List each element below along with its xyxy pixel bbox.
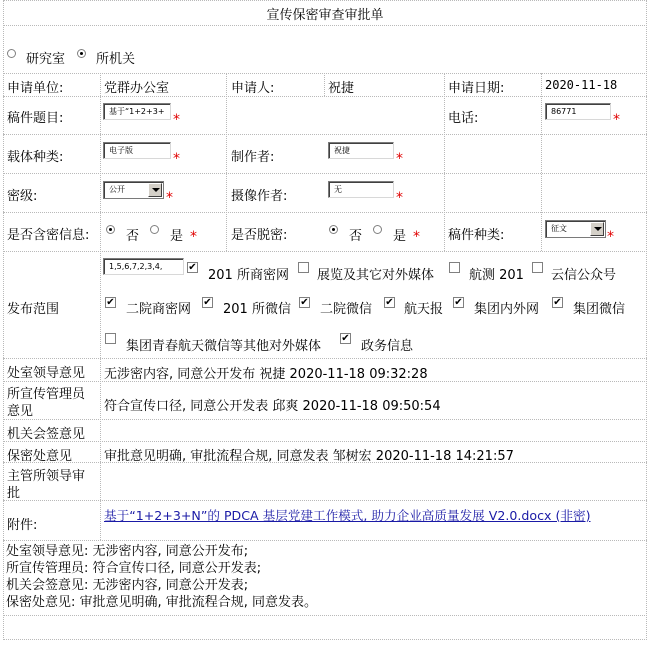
contains-secret-radio-no[interactable] (106, 225, 115, 234)
declassified-no-label: 否 (349, 229, 363, 244)
secret-level-select[interactable] (103, 181, 164, 199)
summary-line: 所宣传管理员: 符合宣传口径, 同意公开发表; (6, 561, 262, 576)
publish-scope-option-label: 政务信息 (361, 339, 414, 354)
summary-line: 处室领导意见: 无涉密内容, 同意公开发布; (6, 544, 249, 559)
grid-line (226, 73, 227, 251)
required-mark: * (396, 151, 403, 167)
summary-line: 机关会签意见: 无涉密内容, 同意公开发表; (6, 578, 249, 593)
photographer-input[interactable]: 无 (328, 181, 394, 198)
attachment-link[interactable]: 基于“1+2+3+N”的 PDCA 基层党建工作模式, 助力企业高质量发展 V2.0.docx (非密) (104, 508, 591, 523)
secret-level-selected: 公开 (109, 185, 125, 194)
publicity-mgr-value: 符合宣传口径, 同意公开发表 邱爽 2020-11-18 09:50:54 (104, 399, 441, 414)
producer-label: 制作者: (231, 150, 275, 165)
contains-secret-yes-label: 是 (170, 229, 184, 244)
publish-scope-option-label: 云信公众号 (551, 268, 617, 283)
phone-input[interactable]: 86771 (545, 103, 611, 120)
secret-level-label: 密级: (7, 189, 38, 204)
photographer-label: 摄像作者: (231, 189, 288, 204)
chevron-down-icon[interactable] (590, 222, 604, 236)
contains-secret-radio-yes[interactable] (150, 225, 159, 234)
producer-input[interactable]: 祝捷 (328, 142, 394, 159)
attachment-label: 附件: (7, 518, 38, 533)
draft-type-selected: 征文 (551, 224, 567, 233)
publish-scope-checkbox[interactable]: ✔ (188, 262, 197, 273)
publish-scope-checkbox[interactable]: ✔ (385, 297, 394, 308)
publish-scope-option-label: 展览及其它对外媒体 (317, 268, 435, 283)
required-mark: * (607, 229, 614, 245)
publish-scope-checkbox[interactable]: ✔ (300, 297, 309, 308)
phone-label: 电话: (448, 111, 479, 126)
grid-line (324, 73, 325, 96)
grid-line (100, 73, 101, 540)
form-title: 宣传保密审查审批单 (266, 8, 384, 23)
publish-scope-option-label: 集团微信 (573, 302, 626, 317)
apply-date-label: 申请日期: (448, 81, 505, 96)
grid-line (3, 540, 647, 541)
publish-scope-label: 发布范围 (7, 302, 60, 317)
required-mark: * (613, 112, 620, 128)
publish-scope-checkbox[interactable] (105, 333, 116, 344)
carrier-input[interactable]: 电子版 (103, 142, 171, 159)
publish-scope-option-label: 201 所微信 (223, 302, 291, 317)
applicant-unit-label: 申请单位: (7, 81, 64, 96)
grid-line (3, 0, 647, 1)
publish-scope-input[interactable]: 1,5,6,7,2,3,4, (103, 258, 184, 275)
grid-line (3, 0, 4, 640)
applicant-label: 申请人: (231, 81, 275, 96)
publish-scope-checkbox[interactable] (449, 262, 460, 273)
grid-line (3, 639, 647, 640)
draft-type-label: 稿件种类: (448, 228, 505, 243)
applicant-unit-value: 党群办公室 (104, 81, 170, 96)
supervisor-label: 主管所领导审 (7, 469, 86, 484)
publicity-mgr-label: 所宣传管理员 (7, 387, 86, 402)
org-type-radio-research[interactable] (7, 49, 16, 58)
contains-secret-label: 是否含密信息: (7, 228, 90, 243)
publish-scope-option-label: 201 所商密网 (208, 268, 289, 283)
required-mark: * (413, 229, 420, 245)
summary-line: 保密处意见: 审批意见明确, 审批流程合规, 同意发表。 (6, 595, 318, 610)
grid-line (3, 615, 647, 616)
publish-scope-option-label: 航天报 (404, 302, 444, 317)
dept-leader-value: 无涉密内容, 同意公开发布 祝捷 2020-11-18 09:32:28 (104, 367, 428, 382)
required-mark: * (173, 151, 180, 167)
countersign-label: 机关会签意见 (7, 427, 86, 442)
required-mark: * (190, 229, 197, 245)
publish-scope-checkbox[interactable]: ✔ (106, 297, 115, 308)
dept-leader-label: 处室领导意见 (7, 366, 86, 381)
publish-scope-checkbox[interactable] (298, 262, 309, 273)
security-label: 保密处意见 (7, 449, 73, 464)
declassified-yes-label: 是 (393, 229, 407, 244)
declassified-label: 是否脱密: (231, 228, 288, 243)
grid-line (3, 25, 647, 26)
apply-date-value: 2020-11-18 (545, 78, 618, 92)
publish-scope-checkbox[interactable]: ✔ (553, 297, 562, 308)
declassified-radio-yes[interactable] (373, 225, 382, 234)
draft-title-input[interactable]: 基于“1+2+3+ (103, 103, 171, 120)
supervisor-label-line2: 批 (7, 486, 21, 501)
chevron-down-icon[interactable] (148, 183, 162, 197)
grid-line (646, 0, 647, 640)
publish-scope-option-label: 二院微信 (320, 302, 373, 317)
publicity-mgr-label-line2: 意见 (7, 404, 34, 419)
declassified-radio-no[interactable] (329, 225, 338, 234)
carrier-label: 载体种类: (7, 150, 64, 165)
publish-scope-option-label: 集团青春航天微信等其他对外媒体 (126, 339, 322, 354)
org-type-label-research: 研究室 (26, 52, 66, 67)
applicant-value: 祝捷 (328, 81, 355, 96)
security-value: 审批意见明确, 审批流程合规, 同意发表 邹树宏 2020-11-18 14:21:57 (104, 449, 514, 464)
publish-scope-checkbox[interactable]: ✔ (341, 333, 350, 344)
grid-line (541, 73, 542, 251)
org-type-label-office: 所机关 (96, 52, 136, 67)
publish-scope-checkbox[interactable]: ✔ (203, 297, 212, 308)
required-mark: * (166, 190, 173, 206)
publish-scope-checkbox[interactable]: ✔ (454, 297, 463, 308)
publish-scope-option-label: 航测 201 (469, 268, 524, 283)
publish-scope-option-label: 集团内外网 (474, 302, 540, 317)
publish-scope-checkbox[interactable] (532, 262, 543, 273)
contains-secret-no-label: 否 (126, 229, 140, 244)
grid-line (444, 73, 445, 251)
draft-type-select[interactable] (545, 220, 606, 238)
publish-scope-option-label: 二院商密网 (126, 302, 192, 317)
draft-title-label: 稿件题目: (7, 111, 64, 126)
required-mark: * (173, 112, 180, 128)
required-mark: * (396, 190, 403, 206)
org-type-radio-office[interactable] (77, 49, 86, 58)
